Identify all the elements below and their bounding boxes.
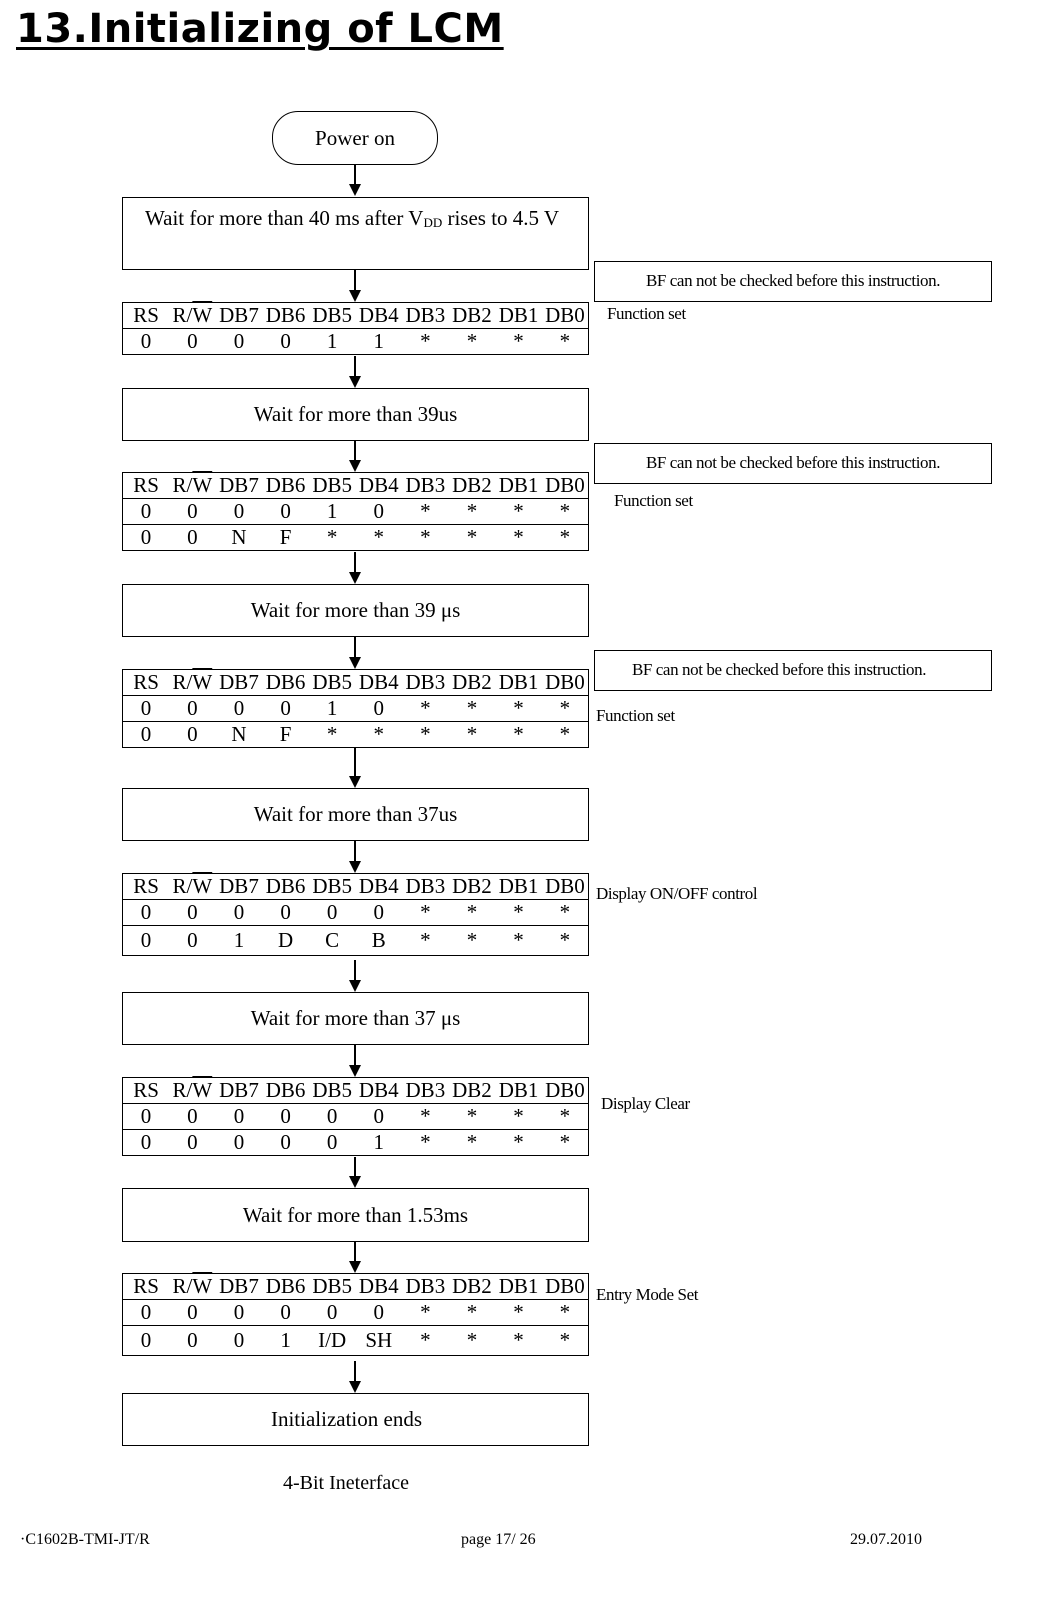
bit-cell: 0	[169, 926, 216, 956]
header-cell: DB7	[216, 303, 263, 329]
data-row	[123, 499, 589, 525]
header-cell: DB2	[449, 1274, 496, 1300]
header-cell: DB3	[402, 1274, 449, 1300]
wait-text-3: Wait for more than 37us	[253, 802, 458, 826]
header-cell: DB2	[449, 874, 496, 900]
flow-arrow	[354, 165, 356, 194]
data-row	[123, 926, 589, 956]
bit-cell: I/D	[309, 1326, 356, 1356]
header-cell: DB4	[355, 874, 402, 900]
bit-cell: 0	[123, 722, 170, 748]
bit-cell: 0	[123, 499, 170, 525]
bit-cell: *	[495, 499, 542, 525]
header-cell: DB4	[355, 670, 402, 696]
bit-cell: *	[495, 696, 542, 722]
bit-cell: 1	[262, 1326, 309, 1356]
header-cell: DB0	[542, 303, 589, 329]
label-entry-mode: Entry Mode Set	[596, 1285, 699, 1304]
header-cell: DB3	[402, 1078, 449, 1104]
bit-cell: 0	[123, 696, 170, 722]
bit-cell: 0	[309, 1130, 356, 1156]
header-cell: DB1	[495, 1274, 542, 1300]
header-cell: DB0	[542, 1274, 589, 1300]
bit-cell: *	[402, 499, 449, 525]
bit-cell: *	[309, 525, 356, 551]
register-table-function-set-1	[122, 302, 589, 355]
bit-cell: *	[495, 1326, 542, 1356]
header-cell: DB7	[216, 1078, 263, 1104]
header-cell: DB0	[542, 1078, 589, 1104]
header-cell: DB5	[309, 473, 356, 499]
bit-cell: *	[542, 1326, 589, 1356]
bit-cell: *	[495, 722, 542, 748]
wait-text-5: Wait for more than 1.53ms	[242, 1202, 469, 1227]
bit-cell: 0	[123, 1300, 170, 1326]
bit-cell: 0	[355, 696, 402, 722]
bf-note-1: BF can not be checked before this instruction.	[594, 261, 992, 302]
bit-cell: 0	[355, 499, 402, 525]
header-cell-rw: $R/\overline{W}$	[169, 1078, 216, 1104]
header-cell: DB3	[402, 874, 449, 900]
data-row	[123, 722, 589, 748]
bit-cell: 0	[262, 499, 309, 525]
header-cell-rw: $R/\overline{W}$	[169, 303, 216, 329]
wait-vdd-box	[122, 197, 589, 270]
bit-cell: 1	[309, 696, 356, 722]
bf-note-2: BF can not be checked before this instruction.	[594, 443, 992, 484]
header-cell: DB1	[495, 303, 542, 329]
header-cell: DB2	[449, 1078, 496, 1104]
wait-box-2	[122, 584, 589, 637]
bit-cell: 0	[355, 900, 402, 926]
bit-cell: *	[542, 499, 589, 525]
bit-cell: *	[402, 525, 449, 551]
bit-cell: 0	[355, 1300, 402, 1326]
register-table-display-onoff	[122, 873, 589, 956]
header-cell: DB4	[355, 473, 402, 499]
bit-cell: *	[449, 499, 496, 525]
bit-cell: 0	[309, 900, 356, 926]
label-function-set-2: Function set	[614, 491, 693, 510]
bit-cell: B	[355, 926, 402, 956]
data-row	[123, 329, 589, 355]
bit-cell: 1	[355, 1130, 402, 1156]
bit-cell: *	[542, 1130, 589, 1156]
bit-cell: *	[402, 1104, 449, 1130]
header-cell: DB1	[495, 874, 542, 900]
flow-arrow	[354, 441, 356, 470]
bit-cell: *	[542, 525, 589, 551]
header-cell: DB3	[402, 303, 449, 329]
header-cell: DB5	[309, 303, 356, 329]
power-on-terminal: Power on	[272, 111, 438, 165]
bit-cell: *	[495, 525, 542, 551]
header-row	[123, 874, 589, 900]
bit-cell: 0	[216, 1104, 263, 1130]
flow-arrow	[354, 1361, 356, 1391]
bit-cell: 1	[355, 329, 402, 355]
bit-cell: 0	[262, 1104, 309, 1130]
bit-cell: *	[402, 329, 449, 355]
wait-text-4: Wait for more than 37 μs	[250, 1006, 461, 1030]
header-cell: DB4	[355, 303, 402, 329]
header-cell: DB5	[309, 1274, 356, 1300]
header-cell: RS	[123, 473, 170, 499]
bit-cell: 0	[309, 1300, 356, 1326]
register-table-function-set-2	[122, 472, 589, 551]
data-row	[123, 1104, 589, 1130]
register-table-display-clear	[122, 1077, 589, 1156]
bit-cell: 0	[216, 1130, 263, 1156]
bit-cell: 0	[169, 1130, 216, 1156]
label-function-set-1: Function set	[607, 304, 686, 323]
header-cell: DB2	[449, 303, 496, 329]
bit-cell: 0	[216, 696, 263, 722]
bit-cell: 0	[169, 696, 216, 722]
bit-cell: 1	[309, 329, 356, 355]
end-box	[122, 1393, 589, 1446]
register-table-function-set-3	[122, 669, 589, 748]
bit-cell: F	[262, 525, 309, 551]
bit-cell: 0	[123, 1326, 170, 1356]
header-row	[123, 670, 589, 696]
bit-cell: 0	[262, 900, 309, 926]
bit-cell: 0	[123, 329, 170, 355]
bit-cell: 0	[169, 1326, 216, 1356]
header-cell-rw: $R/\overline{W}$	[169, 1274, 216, 1300]
header-cell: DB1	[495, 473, 542, 499]
bit-cell: *	[542, 696, 589, 722]
bit-cell: *	[449, 926, 496, 956]
data-row	[123, 525, 589, 551]
bit-cell: C	[309, 926, 356, 956]
header-cell: RS	[123, 1078, 170, 1104]
bf-note-3: BF can not be checked before this instruction.	[594, 650, 992, 691]
bit-cell: 0	[123, 525, 170, 551]
bit-cell: *	[355, 525, 402, 551]
bit-cell: 0	[169, 1104, 216, 1130]
header-cell: DB4	[355, 1274, 402, 1300]
bit-cell: *	[495, 1130, 542, 1156]
bit-cell: *	[542, 1300, 589, 1326]
bit-cell: 0	[262, 1130, 309, 1156]
flow-arrow	[354, 1045, 356, 1075]
bit-cell: 0	[262, 696, 309, 722]
footer-page: page 17/ 26	[461, 1531, 536, 1548]
bit-cell: *	[495, 900, 542, 926]
bit-cell: *	[449, 696, 496, 722]
bit-cell: 0	[123, 1104, 170, 1130]
wait-box-1	[122, 388, 589, 441]
header-cell: DB2	[449, 473, 496, 499]
bit-cell: 0	[123, 926, 170, 956]
header-cell: DB7	[216, 473, 263, 499]
header-cell: DB3	[402, 473, 449, 499]
bit-cell: *	[449, 722, 496, 748]
data-row	[123, 1326, 589, 1356]
bit-cell: 1	[216, 926, 263, 956]
bit-cell: 0	[355, 1104, 402, 1130]
bit-cell: N	[216, 722, 263, 748]
header-cell: DB0	[542, 670, 589, 696]
label-display-onoff: Display ON/OFF control	[596, 884, 758, 903]
bit-cell: *	[402, 696, 449, 722]
header-cell: RS	[123, 303, 170, 329]
bit-cell: 0	[169, 499, 216, 525]
header-cell-rw: $R/\overline{W}$	[169, 473, 216, 499]
header-cell: RS	[123, 670, 170, 696]
flow-arrow	[354, 1157, 356, 1186]
header-row	[123, 1078, 589, 1104]
header-cell: DB3	[402, 670, 449, 696]
header-row	[123, 473, 589, 499]
flow-arrow	[354, 270, 356, 300]
header-cell: DB6	[262, 473, 309, 499]
header-cell-rw: $R/\overline{W}$	[169, 670, 216, 696]
label-display-clear: Display Clear	[601, 1094, 690, 1113]
header-cell: DB1	[495, 1078, 542, 1104]
bit-cell: 0	[169, 1300, 216, 1326]
bit-cell: *	[402, 900, 449, 926]
bit-cell: D	[262, 926, 309, 956]
header-cell: DB0	[542, 473, 589, 499]
bit-cell: *	[449, 525, 496, 551]
bit-cell: *	[495, 1300, 542, 1326]
header-cell: RS	[123, 874, 170, 900]
bit-cell: 0	[216, 329, 263, 355]
flow-arrow	[354, 960, 356, 990]
bit-cell: *	[449, 1326, 496, 1356]
flow-arrow	[354, 1242, 356, 1271]
bit-cell: 1	[309, 499, 356, 525]
bit-cell: 0	[169, 525, 216, 551]
footer-model: ·C1602B-TMI-JT/R	[20, 1531, 150, 1548]
footer-date: 29.07.2010	[850, 1531, 922, 1548]
wait-box-5	[122, 1188, 589, 1242]
bit-cell: 0	[309, 1104, 356, 1130]
header-cell: DB2	[449, 670, 496, 696]
bit-cell: *	[495, 329, 542, 355]
bit-cell: 0	[169, 900, 216, 926]
bit-cell: SH	[355, 1326, 402, 1356]
header-cell: DB7	[216, 874, 263, 900]
bit-cell: *	[402, 722, 449, 748]
bit-cell: *	[402, 926, 449, 956]
bit-cell: 0	[216, 1300, 263, 1326]
bit-cell: 0	[123, 900, 170, 926]
header-cell: RS	[123, 1274, 170, 1300]
wait-vdd-text: Wait for more than 40 ms after VDD rises to 4.5 V	[145, 206, 560, 230]
flow-arrow	[354, 748, 356, 786]
header-cell: DB6	[262, 303, 309, 329]
wait-text-1: Wait for more than 39us	[253, 402, 458, 426]
header-cell: DB5	[309, 670, 356, 696]
bit-cell: N	[216, 525, 263, 551]
bit-cell: 0	[216, 900, 263, 926]
bit-cell: *	[449, 900, 496, 926]
bit-cell: 0	[216, 499, 263, 525]
header-cell: DB7	[216, 1274, 263, 1300]
bit-cell: *	[495, 926, 542, 956]
register-table-entry-mode	[122, 1273, 589, 1356]
data-row	[123, 1300, 589, 1326]
bit-cell: 0	[169, 329, 216, 355]
bit-cell: *	[495, 1104, 542, 1130]
data-row	[123, 696, 589, 722]
header-cell: DB6	[262, 1274, 309, 1300]
data-row	[123, 1130, 589, 1156]
header-cell: DB1	[495, 670, 542, 696]
header-cell-rw: $R/\overline{W}$	[169, 874, 216, 900]
bit-cell: *	[542, 722, 589, 748]
bit-cell: *	[449, 1300, 496, 1326]
header-cell: DB6	[262, 874, 309, 900]
flow-arrow	[354, 841, 356, 871]
bit-cell: *	[402, 1130, 449, 1156]
bit-cell: 0	[216, 1326, 263, 1356]
bit-cell: *	[449, 1130, 496, 1156]
header-cell: DB6	[262, 1078, 309, 1104]
header-cell: DB6	[262, 670, 309, 696]
data-row	[123, 900, 589, 926]
page-title: 13.Initializing of LCM	[16, 6, 504, 52]
bit-cell: 0	[262, 329, 309, 355]
bit-cell: *	[309, 722, 356, 748]
bit-cell: *	[542, 329, 589, 355]
wait-box-4	[122, 992, 589, 1045]
header-row	[123, 1274, 589, 1300]
bit-cell: *	[402, 1326, 449, 1356]
diagram-caption: 4-Bit Ineterface	[283, 1472, 410, 1494]
bit-cell: F	[262, 722, 309, 748]
bit-cell: *	[542, 926, 589, 956]
bit-cell: *	[542, 1104, 589, 1130]
bit-cell: 0	[169, 722, 216, 748]
bit-cell: 0	[123, 1130, 170, 1156]
label-function-set-3: Function set	[596, 706, 675, 725]
end-text: Initialization ends	[270, 1407, 423, 1431]
bit-cell: *	[542, 900, 589, 926]
wait-box-3	[122, 788, 589, 841]
header-row	[123, 303, 589, 329]
bit-cell: *	[402, 1300, 449, 1326]
flow-arrow	[354, 356, 356, 386]
flow-arrow	[354, 637, 356, 667]
bit-cell: *	[355, 722, 402, 748]
header-cell: DB5	[309, 874, 356, 900]
header-cell: DB7	[216, 670, 263, 696]
header-cell: DB5	[309, 1078, 356, 1104]
flow-arrow	[354, 552, 356, 582]
header-cell: DB4	[355, 1078, 402, 1104]
bit-cell: 0	[262, 1300, 309, 1326]
wait-text-2: Wait for more than 39 μs	[250, 598, 461, 622]
header-cell: DB0	[542, 874, 589, 900]
bit-cell: *	[449, 1104, 496, 1130]
bit-cell: *	[449, 329, 496, 355]
